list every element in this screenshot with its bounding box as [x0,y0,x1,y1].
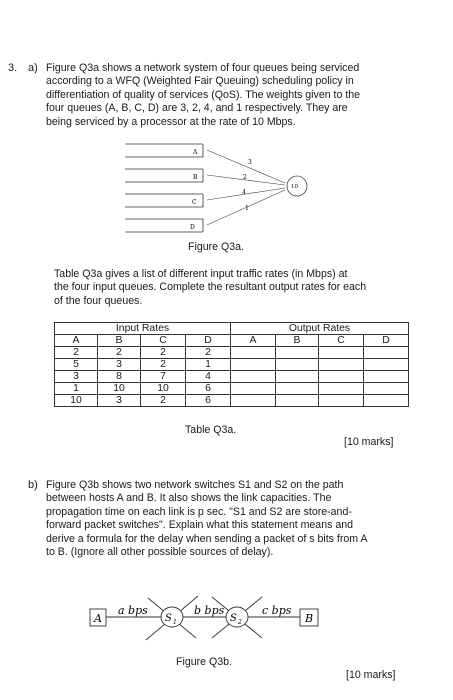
table-row [55,347,409,359]
part-a-line: according to a WFQ (Weighted Fair Queuing) scheduling policy in [46,75,354,88]
table-q3a-caption: Table Q3a. [185,424,237,436]
output-cell[interactable] [231,347,276,359]
input-cell: 10 [55,395,98,407]
link1-label: a bps [118,604,148,617]
input-cell: 4 [186,371,231,383]
output-cell[interactable] [276,395,319,407]
input-cell: 2 [141,395,186,407]
part-a-line: differentiation of quality of services (QoS). The weights given to the [46,88,361,101]
processor-rate: 10 [291,184,298,190]
part-b-text [46,479,408,559]
input-cell: 10 [98,383,141,395]
input-cell: 1 [55,383,98,395]
part-b-line: propagation time on each link is p sec. "S1 and S2 are store-and- [46,505,352,518]
table-intro [54,268,410,308]
output-cell[interactable] [231,383,276,395]
input-cell: 6 [186,395,231,407]
col-header: B [98,335,141,347]
output-cell[interactable] [319,383,364,395]
input-cell: 3 [55,371,98,383]
part-a-intro [46,62,408,129]
weight-b: 2 [243,174,247,181]
col-header: D [364,335,409,347]
part-a-line: four queues (A, B, C, D) are 3, 2, 4, and 1 respectively. They are [46,102,348,115]
table-intro-line: Table Q3a gives a list of different input traffic rates (in Mbps) at [54,268,348,280]
input-cell: 10 [141,383,186,395]
part-a-line: being serviced by a processor at the rate of 10 Mbps. [46,115,296,128]
col-header: A [231,335,276,347]
link3-label: c bps [262,604,292,617]
output-cell[interactable] [364,383,409,395]
input-cell: 2 [98,347,141,359]
queue-d [125,219,203,232]
queue-a [125,144,203,157]
link2-label: b bps [194,604,225,617]
part-b-marks: [10 marks] [346,669,396,681]
queue-b-label: B [193,174,198,181]
part-b-line: derive a formula for the delay when sending a packet of s bits from A [46,532,368,545]
col-header: D [186,335,231,347]
output-cell[interactable] [364,347,409,359]
switch-s2-label: S [230,613,237,624]
part-a-line: Figure Q3a shows a network system of four queues being serviced [46,62,360,74]
part-b-line: between hosts A and B. It also shows the link capacities. The [46,492,332,505]
output-cell[interactable] [319,395,364,407]
input-cell: 5 [55,359,98,371]
col-header: C [319,335,364,347]
figure-q3b-caption: Figure Q3b. [176,656,232,668]
input-cell: 2 [186,347,231,359]
output-cell[interactable] [364,371,409,383]
output-cell[interactable] [276,371,319,383]
queue-c-label: C [192,199,197,206]
weight-a: 3 [248,159,252,166]
weight-d: 1 [245,205,249,212]
host-b-label: B [305,612,314,625]
output-cell[interactable] [231,359,276,371]
host-a-label: A [94,612,102,625]
output-cell[interactable] [231,371,276,383]
part-b-line: Figure Q3b shows two network switches S1 and S2 on the path [46,479,344,491]
table-intro-line: of the four queues. [54,294,143,307]
queue-d-label: D [190,224,195,231]
input-cell: 3 [98,359,141,371]
input-cell: 3 [98,395,141,407]
output-cell[interactable] [231,395,276,407]
column-header-row [55,335,409,347]
output-cell[interactable] [276,347,319,359]
part-a-marks: [10 marks] [344,436,394,448]
queue-a-label: A [193,149,198,156]
table-row [55,383,409,395]
input-cell: 7 [141,371,186,383]
input-cell: 6 [186,383,231,395]
arrow-c [207,188,285,200]
output-cell[interactable] [276,383,319,395]
input-cell: 2 [141,359,186,371]
col-header: C [141,335,186,347]
input-rates-header: Input Rates [55,323,231,335]
output-cell[interactable] [276,359,319,371]
output-rates-header: Output Rates [231,323,409,335]
table-q3a [54,322,409,407]
input-cell: 2 [55,347,98,359]
part-a-label: a) [28,62,38,74]
switch-s2-sub: 2 [238,619,242,626]
input-cell: 8 [98,371,141,383]
question-number: 3. [8,62,18,74]
output-cell[interactable] [364,359,409,371]
col-header: B [276,335,319,347]
queue-c [125,194,203,207]
table-row [55,371,409,383]
output-cell[interactable] [364,395,409,407]
table-row [55,395,409,407]
queue-b [125,169,203,182]
table-intro-line: the four input queues. Complete the resultant output rates for each [54,281,367,294]
switch-s1-label: S [165,613,172,624]
part-b-line: forward packet switches". Explain what this statement means and [46,519,354,532]
output-cell[interactable] [319,347,364,359]
figure-q3a-caption: Figure Q3a. [188,241,244,253]
input-cell: 1 [186,359,231,371]
part-b-label: b) [28,479,38,491]
part-b-line: to B. (Ignore all other possible sources of delay). [46,546,274,559]
input-cell: 2 [141,347,186,359]
weight-c: 4 [242,189,246,196]
output-cell[interactable] [319,359,364,371]
output-cell[interactable] [319,371,364,383]
figure-q3a [110,140,330,240]
col-header: A [55,335,98,347]
table-row [55,359,409,371]
switch-s1-sub: 1 [173,619,177,626]
figure-q3b [80,588,340,648]
